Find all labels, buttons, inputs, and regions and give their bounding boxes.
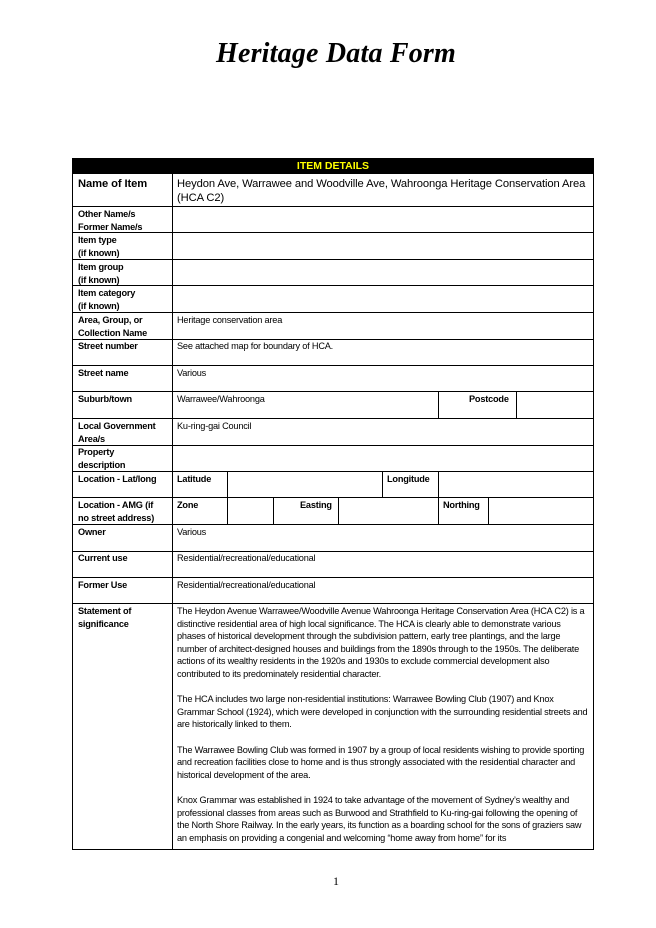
- easting-label: Easting: [300, 500, 332, 510]
- row-divider: [73, 497, 593, 498]
- row-divider: [73, 577, 593, 578]
- row-divider: [73, 524, 593, 525]
- label-line: Property: [78, 447, 115, 457]
- northing-label: Northing: [443, 500, 480, 510]
- owner-value[interactable]: Various: [177, 527, 207, 537]
- label-line: description: [78, 459, 126, 470]
- item-type-label: [78, 234, 119, 259]
- longitude-label: Longitude: [387, 474, 430, 484]
- page-number: 1: [333, 874, 339, 888]
- statement-label: [78, 605, 131, 630]
- latlong-divider: [438, 471, 439, 497]
- zone-label: Zone: [177, 500, 199, 510]
- former-use-label: Former Use: [78, 580, 128, 590]
- section-header: ITEM DETAILS: [73, 159, 593, 174]
- name-of-item-label: Name of Item: [78, 178, 148, 190]
- amg-divider: [338, 497, 339, 524]
- label-line: (if known): [78, 300, 120, 311]
- row-divider: [73, 551, 593, 552]
- statement-paragraph: The Warrawee Bowling Club was formed in 1907 by a group of local residents wishing to provide sporting and recreation facilities close to home and is thus strongly associated with the residential character and historical development of the area.: [177, 744, 585, 780]
- street-name-value[interactable]: Various: [177, 368, 207, 378]
- suburb-label: Suburb/town: [78, 394, 132, 404]
- lga-value[interactable]: Ku-ring-gai Council: [177, 421, 252, 431]
- item-group-label: [78, 261, 123, 286]
- latlong-divider: [227, 471, 228, 497]
- current-use-value[interactable]: Residential/recreational/educational: [177, 553, 316, 563]
- postcode-divider: [516, 391, 517, 418]
- label-line: no street address): [78, 512, 155, 523]
- page-title: Heritage Data Form: [215, 38, 457, 69]
- row-divider: [73, 365, 593, 366]
- label-line: Area, Group, or: [78, 315, 143, 325]
- name-of-item-value[interactable]: Heydon Ave, Warrawee and Woodville Ave, Wahroonga Heritage Conservation Area (HCA C2): [177, 178, 586, 204]
- latlong-divider: [382, 471, 383, 497]
- latitude-label: Latitude: [177, 474, 212, 484]
- other-names-label: [78, 208, 142, 233]
- location-latlong-label: Location - Lat/long: [78, 474, 157, 484]
- statement-text[interactable]: [177, 605, 591, 850]
- label-line: Item group: [78, 262, 124, 272]
- statement-paragraph: The Heydon Avenue Warrawee/Woodville Avenue Wahroonga Heritage Conservation Area (HCA C2) is a distinctive residential area of high local significance. The HCA is clearly able to demonstrate various phases of historical development through the subdivision pattern, early tree plantings, and the large number of architect-designed houses and buildings from the 1890s through to the 1950s. The deliberate actions of its wealthy residents in the 1920s and 1930s to exclude commercial development also contributed to its predominately residential character.: [177, 606, 585, 679]
- row-divider: [73, 418, 593, 419]
- statement-paragraph: Knox Grammar was established in 1924 to take advantage of the movement of Sydney’s wealthy and professional classes from areas such as Burwood and Strathfield to Ku-ring-gai following the opening of the North Shore Railway. In the early years, its function as a boarding school for the sons of graziers saw an emphasis on providing a congenial and welcoming “home away from home” for its: [177, 795, 582, 843]
- label-line: Other Name/s: [78, 209, 136, 219]
- label-line: Collection Name: [78, 327, 147, 338]
- label-line: Area/s: [78, 433, 105, 444]
- label-line: Former Name/s: [78, 221, 143, 232]
- label-line: Statement of: [78, 606, 132, 616]
- label-line: Location - AMG (if: [78, 500, 154, 510]
- area-group-label: [78, 314, 147, 339]
- street-number-value[interactable]: See attached map for boundary of HCA.: [177, 341, 334, 351]
- label-line: Local Government: [78, 421, 156, 431]
- label-line: Item type: [78, 235, 117, 245]
- item-category-label: [78, 287, 135, 312]
- postcode-label: Postcode: [469, 394, 509, 404]
- property-description-label: [78, 446, 125, 471]
- street-name-label: Street name: [78, 368, 129, 378]
- street-number-label: Street number: [78, 341, 138, 351]
- amg-divider: [273, 497, 274, 524]
- row-divider: [73, 259, 593, 260]
- row-divider: [73, 206, 593, 207]
- label-line: (if known): [78, 274, 120, 285]
- label-line: Item category: [78, 288, 136, 298]
- row-divider: [73, 285, 593, 286]
- amg-divider: [488, 497, 489, 524]
- item-details-table: [72, 158, 594, 850]
- former-use-value[interactable]: Residential/recreational/educational: [177, 580, 316, 590]
- amg-divider: [438, 497, 439, 524]
- row-divider: [73, 471, 593, 472]
- lga-label: [78, 420, 155, 445]
- row-divider: [73, 312, 593, 313]
- area-group-value[interactable]: Heritage conservation area: [177, 315, 283, 325]
- label-line: (if known): [78, 247, 120, 258]
- postcode-divider: [438, 391, 439, 418]
- row-divider: [73, 391, 593, 392]
- current-use-label: Current use: [78, 553, 128, 563]
- owner-label: Owner: [78, 527, 106, 537]
- amg-divider: [227, 497, 228, 524]
- suburb-value[interactable]: Warrawee/Wahroonga: [177, 394, 265, 404]
- statement-paragraph: The HCA includes two large non-residential institutions: Warrawee Bowling Club (1907) and Knox Grammar School (1924), which were developed in conjunction with the surrounding residential streets and are historically linked to them.: [177, 694, 588, 729]
- column-divider: [172, 174, 173, 850]
- location-amg-label: [78, 499, 154, 524]
- row-divider: [73, 603, 593, 604]
- row-divider: [73, 232, 593, 233]
- row-divider: [73, 445, 593, 446]
- label-line: significance: [78, 618, 129, 629]
